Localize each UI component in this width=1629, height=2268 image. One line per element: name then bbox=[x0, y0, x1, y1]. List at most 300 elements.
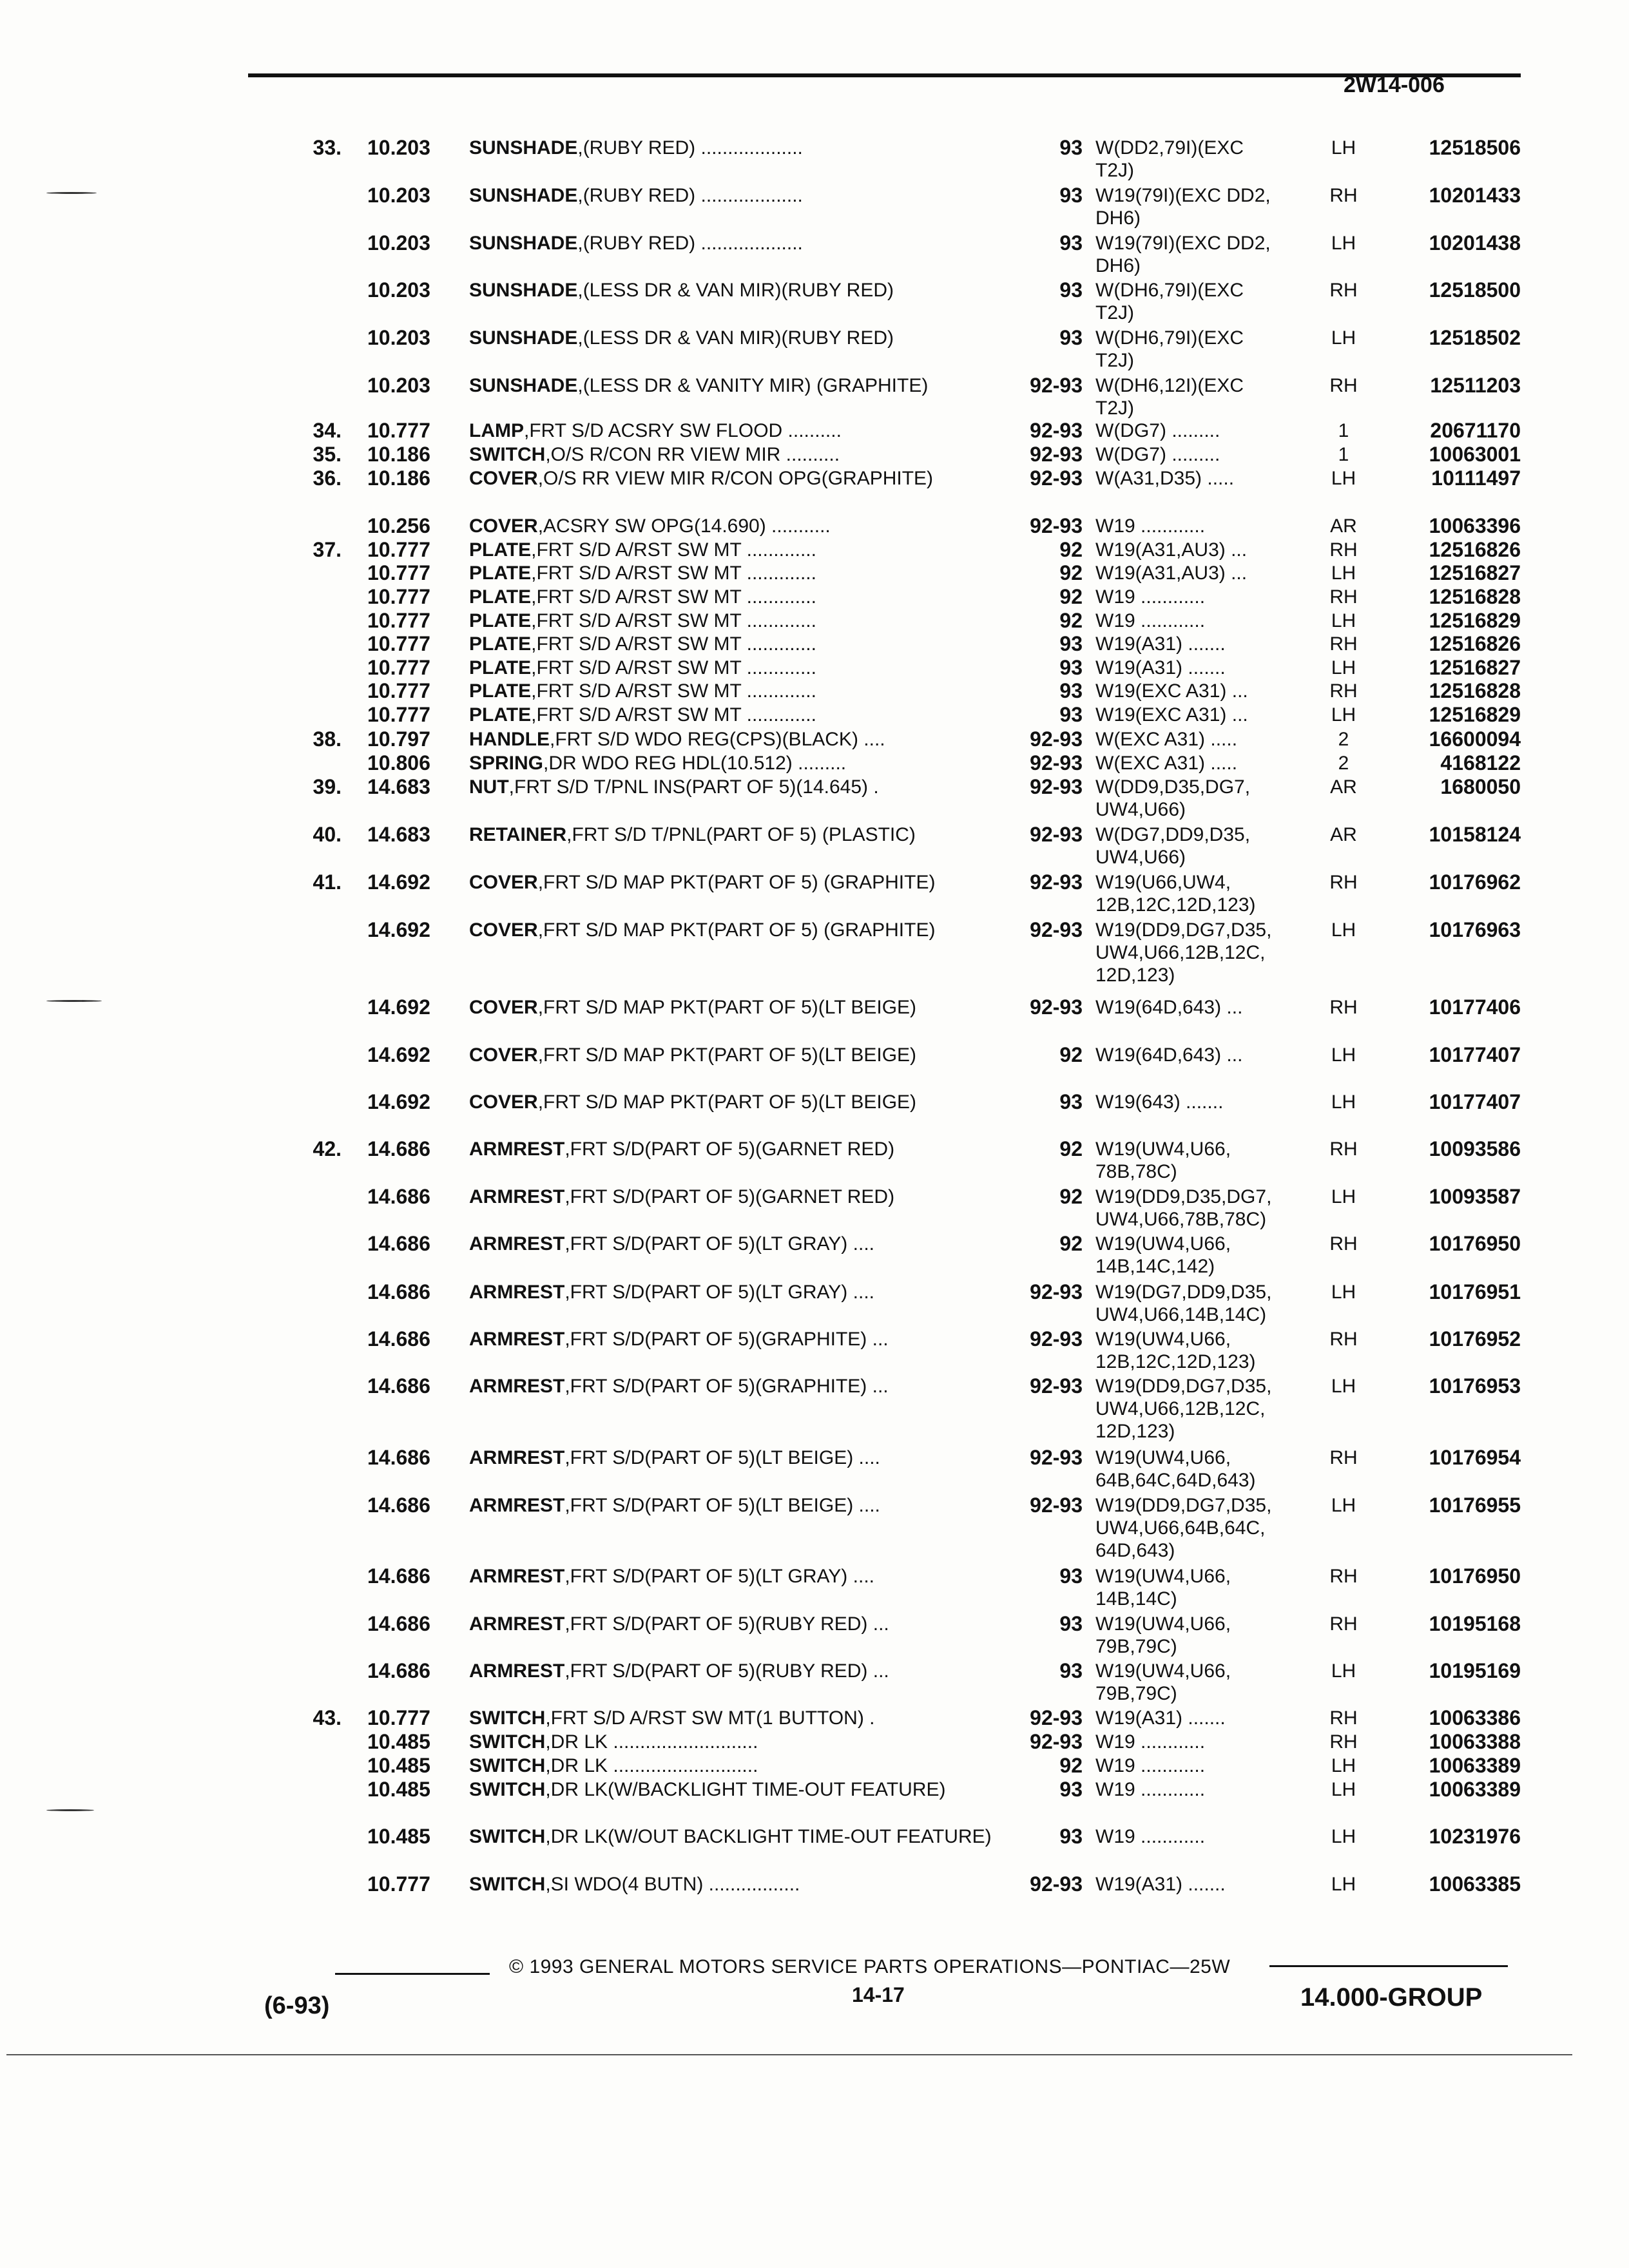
model-years: 92-93 bbox=[1030, 775, 1083, 798]
model-years: 92-93 bbox=[1030, 1374, 1083, 1398]
part-number: 10176953 bbox=[1429, 1374, 1521, 1398]
part-description bbox=[469, 1660, 1004, 1682]
leader-dots: ... bbox=[867, 1376, 889, 1397]
part-detail: ,DR WDO REG HDL(10.512) bbox=[543, 753, 793, 774]
part-description bbox=[469, 232, 1004, 255]
model-years: 93 bbox=[1059, 1564, 1083, 1588]
footer-rule-right bbox=[1269, 1965, 1508, 1967]
part-description bbox=[469, 515, 1004, 537]
part-detail: ,FRT S/D A/RST SW MT bbox=[531, 539, 742, 561]
part-description bbox=[469, 610, 1004, 632]
usage-codes: W19(UW4,U66, 14B,14C) bbox=[1095, 1566, 1231, 1610]
part-description bbox=[469, 539, 1004, 561]
part-number: 10176950 bbox=[1429, 1564, 1521, 1588]
usage-codes: W(EXC A31) ..... bbox=[1095, 729, 1238, 750]
usage-codes: W19 ............ bbox=[1095, 1779, 1206, 1800]
part-name: COVER bbox=[469, 515, 538, 537]
part-name: ARMREST bbox=[469, 1613, 565, 1635]
part-description bbox=[469, 1778, 1004, 1801]
group-number: 10.777 bbox=[367, 561, 430, 584]
leader-dots: .......... bbox=[782, 420, 842, 441]
group-number: 10.777 bbox=[367, 419, 430, 442]
part-name: SWITCH bbox=[469, 1755, 546, 1776]
quantity: 1 bbox=[1338, 444, 1349, 465]
part-description bbox=[469, 680, 1004, 702]
quantity: LH bbox=[1331, 1376, 1356, 1397]
usage-codes: W19 ............ bbox=[1095, 515, 1206, 537]
part-detail: ,FRT S/D A/RST SW MT bbox=[531, 610, 742, 631]
part-name: ARMREST bbox=[469, 1282, 565, 1303]
part-detail: ,FRT S/D(PART OF 5)(LT BEIGE) bbox=[564, 1495, 854, 1516]
group-number: 10.777 bbox=[367, 679, 430, 702]
quantity: RH bbox=[1329, 1613, 1358, 1635]
leader-dots: ............. bbox=[741, 633, 816, 655]
model-years: 92-93 bbox=[1030, 1280, 1083, 1303]
quantity: LH bbox=[1331, 1091, 1356, 1113]
part-description bbox=[469, 1707, 1004, 1729]
part-description bbox=[469, 657, 1004, 679]
ref-number: 43. bbox=[313, 1706, 342, 1729]
part-name: PLATE bbox=[469, 562, 532, 584]
leader-dots: . bbox=[863, 1707, 875, 1729]
usage-codes: W19(DD9,D35,DG7, UW4,U66,78B,78C) bbox=[1095, 1186, 1272, 1230]
part-description bbox=[469, 1281, 1004, 1303]
model-years: 92 bbox=[1059, 1137, 1083, 1160]
usage-codes: W(DD2,79I)(EXC T2J) bbox=[1095, 137, 1244, 181]
part-detail: ,FRT S/D(PART OF 5)(GRAPHITE) bbox=[564, 1329, 867, 1350]
model-years: 93 bbox=[1059, 231, 1083, 255]
group-number: 10.485 bbox=[367, 1754, 430, 1777]
model-years: 92-93 bbox=[1030, 1446, 1083, 1469]
part-number: 12516827 bbox=[1429, 561, 1521, 584]
part-detail: ,FRT S/D(PART OF 5)(RUBY RED) bbox=[564, 1660, 868, 1682]
quantity: RH bbox=[1329, 680, 1358, 702]
part-name: ARMREST bbox=[469, 1566, 565, 1587]
usage-codes: W19(A31) ....... bbox=[1095, 633, 1226, 655]
quantity: LH bbox=[1331, 1495, 1356, 1516]
part-name: ARMREST bbox=[469, 1495, 565, 1516]
leader-dots: ............. bbox=[741, 586, 816, 608]
part-number: 10093586 bbox=[1429, 1137, 1521, 1160]
part-description bbox=[469, 871, 1004, 894]
part-number: 20671170 bbox=[1430, 419, 1521, 442]
group-number: 14.692 bbox=[367, 995, 430, 1019]
part-description bbox=[469, 184, 1004, 207]
quantity: LH bbox=[1331, 233, 1356, 254]
part-number: 1680050 bbox=[1440, 775, 1521, 798]
part-detail: ,FRT S/D MAP PKT(PART OF 5)(LT BEIGE) bbox=[537, 1091, 917, 1113]
part-detail: ,FRT S/D(PART OF 5)(LT BEIGE) bbox=[564, 1447, 854, 1468]
usage-codes: W19 ............ bbox=[1095, 1826, 1206, 1847]
page-code: 2W14-006 bbox=[1344, 73, 1445, 97]
part-detail: ,FRT S/D MAP PKT(PART OF 5) (GRAPHITE) bbox=[537, 919, 936, 941]
part-name: ARMREST bbox=[469, 1233, 565, 1254]
quantity: LH bbox=[1331, 1186, 1356, 1207]
usage-codes: W19(UW4,U66, 14B,14C,142) bbox=[1095, 1233, 1231, 1277]
part-number: 10201433 bbox=[1429, 184, 1521, 207]
ref-number: 41. bbox=[313, 870, 342, 894]
ref-number: 40. bbox=[313, 823, 342, 846]
leader-dots: ........................... bbox=[608, 1755, 758, 1776]
model-years: 93 bbox=[1059, 136, 1083, 159]
leader-dots: ............. bbox=[741, 704, 816, 726]
model-years: 92-93 bbox=[1030, 1494, 1083, 1517]
part-name: SWITCH bbox=[469, 1874, 546, 1895]
quantity: LH bbox=[1331, 1826, 1356, 1847]
part-detail: ,FRT S/D A/RST SW MT bbox=[531, 586, 742, 608]
part-name: COVER bbox=[469, 919, 538, 941]
model-years: 93 bbox=[1059, 1090, 1083, 1113]
part-number: 10177406 bbox=[1429, 995, 1521, 1019]
part-detail: ,FRT S/D(PART OF 5)(GARNET RED) bbox=[564, 1186, 895, 1207]
usage-codes: W19(643) ....... bbox=[1095, 1091, 1224, 1113]
part-number: 10201438 bbox=[1429, 231, 1521, 255]
part-number: 10111497 bbox=[1431, 466, 1521, 490]
quantity: AR bbox=[1330, 824, 1357, 845]
group-number: 14.686 bbox=[367, 1280, 430, 1303]
part-number: 10177407 bbox=[1429, 1090, 1521, 1113]
quantity: RH bbox=[1329, 1447, 1358, 1468]
part-number: 10063389 bbox=[1429, 1754, 1521, 1777]
group-number: 10.485 bbox=[367, 1825, 430, 1848]
group-number: 10.485 bbox=[367, 1778, 430, 1801]
group-number: 14.686 bbox=[367, 1494, 430, 1517]
model-years: 93 bbox=[1059, 1778, 1083, 1801]
quantity: LH bbox=[1331, 1755, 1356, 1776]
quantity: RH bbox=[1329, 1707, 1358, 1729]
usage-codes: W19(U66,UW4, 12B,12C,12D,123) bbox=[1095, 872, 1256, 916]
ref-number: 42. bbox=[313, 1137, 342, 1160]
leader-dots: ... bbox=[867, 1329, 889, 1350]
scan-edge-line bbox=[6, 2054, 1572, 2055]
model-years: 92-93 bbox=[1030, 995, 1083, 1019]
usage-codes: W19(A31) ....... bbox=[1095, 1874, 1226, 1895]
part-number: 10176954 bbox=[1429, 1446, 1521, 1469]
part-name: SWITCH bbox=[469, 1826, 546, 1847]
part-description bbox=[469, 1613, 1004, 1635]
footer-copyright: © 1993 GENERAL MOTORS SERVICE PARTS OPERATIONS—PONTIAC—25W bbox=[509, 1956, 1231, 1977]
part-detail: ,(RUBY RED) bbox=[577, 185, 696, 206]
usage-codes: W19 ............ bbox=[1095, 586, 1206, 608]
part-name: RETAINER bbox=[469, 824, 567, 845]
part-number: 12511203 bbox=[1430, 374, 1521, 397]
part-name: ARMREST bbox=[469, 1447, 565, 1468]
group-number: 10.777 bbox=[367, 538, 430, 561]
leader-dots: ................... bbox=[695, 233, 803, 254]
model-years: 92-93 bbox=[1030, 466, 1083, 490]
quantity: LH bbox=[1331, 1660, 1356, 1682]
group-number: 14.683 bbox=[367, 775, 430, 798]
part-description bbox=[469, 752, 1004, 774]
part-number: 10231976 bbox=[1429, 1825, 1521, 1848]
part-detail: ,FRT S/D A/RST SW MT bbox=[531, 657, 742, 678]
usage-codes: W19(DD9,DG7,D35, UW4,U66,12B,12C, 12D,123) bbox=[1095, 919, 1272, 986]
quantity: RH bbox=[1329, 1329, 1358, 1350]
quantity: RH bbox=[1329, 185, 1358, 206]
quantity: RH bbox=[1329, 1566, 1358, 1587]
usage-codes: W(DH6,12I)(EXC T2J) bbox=[1095, 375, 1244, 419]
quantity: AR bbox=[1330, 515, 1357, 537]
part-number: 10063385 bbox=[1429, 1872, 1521, 1896]
part-number: 10063389 bbox=[1429, 1778, 1521, 1801]
group-number: 14.686 bbox=[367, 1327, 430, 1350]
model-years: 92-93 bbox=[1030, 374, 1083, 397]
leader-dots: . bbox=[868, 776, 879, 798]
part-detail: ,FRT S/D MAP PKT(PART OF 5) (GRAPHITE) bbox=[537, 872, 936, 893]
usage-codes: W19(UW4,U66, 79B,79C) bbox=[1095, 1613, 1231, 1657]
part-description bbox=[469, 586, 1004, 608]
part-name: SUNSHADE bbox=[469, 233, 578, 254]
part-number: 10176951 bbox=[1429, 1280, 1521, 1303]
usage-codes: W(DH6,79I)(EXC T2J) bbox=[1095, 280, 1244, 323]
usage-codes: W(DG7) ......... bbox=[1095, 444, 1220, 465]
model-years: 92-93 bbox=[1030, 823, 1083, 846]
part-number: 10176950 bbox=[1429, 1232, 1521, 1255]
part-name: PLATE bbox=[469, 539, 532, 561]
part-detail: ,FRT S/D(PART OF 5)(GRAPHITE) bbox=[564, 1376, 867, 1397]
group-number: 10.777 bbox=[367, 632, 430, 655]
part-name: SUNSHADE bbox=[469, 327, 578, 349]
usage-codes: W19(79I)(EXC DD2, DH6) bbox=[1095, 233, 1271, 276]
leader-dots: ................. bbox=[703, 1874, 800, 1895]
model-years: 92-93 bbox=[1030, 1730, 1083, 1753]
group-number: 10.777 bbox=[367, 585, 430, 608]
group-number: 14.692 bbox=[367, 870, 430, 894]
leader-dots: ............. bbox=[741, 680, 816, 702]
group-number: 10.203 bbox=[367, 278, 430, 302]
ref-number: 34. bbox=[313, 419, 342, 442]
leader-dots: ... bbox=[867, 1613, 889, 1635]
group-number: 10.203 bbox=[367, 184, 430, 207]
quantity: LH bbox=[1331, 1779, 1356, 1800]
leader-dots: ................... bbox=[695, 137, 803, 159]
ref-number: 36. bbox=[313, 466, 342, 490]
part-number: 12516828 bbox=[1429, 679, 1521, 702]
model-years: 93 bbox=[1059, 656, 1083, 679]
part-detail: ,FRT S/D A/RST SW MT bbox=[531, 562, 742, 584]
part-name: ARMREST bbox=[469, 1660, 565, 1682]
part-name: ARMREST bbox=[469, 1186, 565, 1207]
part-detail: ,(LESS DR & VAN MIR)(RUBY RED) bbox=[577, 327, 894, 349]
part-description bbox=[469, 996, 1004, 1019]
part-name: PLATE bbox=[469, 633, 532, 655]
group-number: 14.686 bbox=[367, 1185, 430, 1208]
usage-codes: W(DH6,79I)(EXC T2J) bbox=[1095, 327, 1244, 371]
usage-codes: W19(EXC A31) ... bbox=[1095, 680, 1248, 702]
quantity: LH bbox=[1331, 1282, 1356, 1303]
quantity: AR bbox=[1330, 776, 1357, 798]
group-number: 10.203 bbox=[367, 374, 430, 397]
part-detail: ,(RUBY RED) bbox=[577, 233, 696, 254]
model-years: 93 bbox=[1059, 1825, 1083, 1848]
quantity: RH bbox=[1329, 633, 1358, 655]
group-number: 10.186 bbox=[367, 466, 430, 490]
part-description bbox=[469, 1731, 1004, 1753]
usage-codes: W(A31,D35) ..... bbox=[1095, 468, 1235, 489]
model-years: 93 bbox=[1059, 1659, 1083, 1682]
leader-dots: ................... bbox=[695, 185, 803, 206]
model-years: 93 bbox=[1059, 278, 1083, 302]
leader-dots: ............. bbox=[741, 610, 816, 631]
part-number: 10176952 bbox=[1429, 1327, 1521, 1350]
group-number: 14.686 bbox=[367, 1232, 430, 1255]
part-name: SWITCH bbox=[469, 1779, 546, 1800]
part-description bbox=[469, 823, 1004, 846]
group-number: 14.686 bbox=[367, 1137, 430, 1160]
part-name: COVER bbox=[469, 468, 538, 489]
part-number: 12518500 bbox=[1429, 278, 1521, 302]
model-years: 92-93 bbox=[1030, 870, 1083, 894]
model-years: 93 bbox=[1059, 184, 1083, 207]
group-number: 10.806 bbox=[367, 751, 430, 774]
part-detail: ,FRT S/D WDO REG(CPS)(BLACK) bbox=[550, 729, 858, 750]
ref-number: 35. bbox=[313, 443, 342, 466]
model-years: 92 bbox=[1059, 538, 1083, 561]
leader-dots: .... bbox=[847, 1233, 874, 1254]
group-number: 14.686 bbox=[367, 1446, 430, 1469]
part-description bbox=[469, 279, 1004, 302]
quantity: LH bbox=[1331, 137, 1356, 159]
part-description bbox=[469, 467, 1004, 490]
group-number: 10.203 bbox=[367, 326, 430, 349]
quantity: LH bbox=[1331, 327, 1356, 349]
part-detail: ,FRT S/D A/RST SW MT(1 BUTTON) bbox=[545, 1707, 864, 1729]
model-years: 92-93 bbox=[1030, 727, 1083, 751]
part-number: 10063388 bbox=[1429, 1730, 1521, 1753]
usage-codes: W19(UW4,U66, 12B,12C,12D,123) bbox=[1095, 1329, 1256, 1372]
leader-dots: .... bbox=[853, 1495, 880, 1516]
part-number: 12516828 bbox=[1429, 585, 1521, 608]
usage-codes: W19(A31) ....... bbox=[1095, 657, 1226, 678]
part-name: SWITCH bbox=[469, 1731, 546, 1753]
part-detail: ,FRT S/D(PART OF 5)(LT GRAY) bbox=[564, 1566, 848, 1587]
part-description bbox=[469, 1446, 1004, 1469]
model-years: 92 bbox=[1059, 609, 1083, 632]
quantity: LH bbox=[1331, 657, 1356, 678]
group-number: 10.777 bbox=[367, 703, 430, 726]
model-years: 92 bbox=[1059, 1043, 1083, 1066]
part-name: PLATE bbox=[469, 704, 532, 726]
model-years: 93 bbox=[1059, 679, 1083, 702]
group-number: 10.485 bbox=[367, 1730, 430, 1753]
part-description bbox=[469, 419, 1004, 442]
quantity: RH bbox=[1329, 539, 1358, 561]
part-name: COVER bbox=[469, 997, 538, 1018]
group-number: 10.777 bbox=[367, 1872, 430, 1896]
model-years: 93 bbox=[1059, 1612, 1083, 1635]
usage-codes: W19(A31) ....... bbox=[1095, 1707, 1226, 1729]
group-number: 10.797 bbox=[367, 727, 430, 751]
group-number: 10.777 bbox=[367, 1706, 430, 1729]
part-name: SPRING bbox=[469, 753, 544, 774]
model-years: 92-93 bbox=[1030, 751, 1083, 774]
part-number: 12516829 bbox=[1429, 703, 1521, 726]
quantity: RH bbox=[1329, 1731, 1358, 1753]
part-description bbox=[469, 1091, 1004, 1113]
leader-dots: .... bbox=[847, 1282, 874, 1303]
part-name: COVER bbox=[469, 1091, 538, 1113]
group-number: 14.692 bbox=[367, 1090, 430, 1113]
part-name: LAMP bbox=[469, 420, 524, 441]
quantity: RH bbox=[1329, 1139, 1358, 1160]
quantity: 2 bbox=[1338, 753, 1349, 774]
part-name: ARMREST bbox=[469, 1329, 565, 1350]
model-years: 92 bbox=[1059, 561, 1083, 584]
part-number: 10063396 bbox=[1429, 514, 1521, 537]
usage-codes: W19(UW4,U66, 78B,78C) bbox=[1095, 1139, 1231, 1182]
part-name: ARMREST bbox=[469, 1139, 565, 1160]
group-number: 10.777 bbox=[367, 656, 430, 679]
part-name: SWITCH bbox=[469, 444, 546, 465]
usage-codes: W19(A31,AU3) ... bbox=[1095, 539, 1248, 561]
ref-number: 37. bbox=[313, 538, 342, 561]
part-description bbox=[469, 374, 1004, 397]
leader-dots: .... bbox=[847, 1566, 874, 1587]
part-detail: ,O/S RR VIEW MIR R/CON OPG(GRAPHITE) bbox=[537, 468, 934, 489]
part-name: SWITCH bbox=[469, 1707, 546, 1729]
part-name: HANDLE bbox=[469, 729, 550, 750]
part-description bbox=[469, 776, 1004, 798]
quantity: 2 bbox=[1338, 729, 1349, 750]
group-number: 14.686 bbox=[367, 1374, 430, 1398]
leader-dots: ........................... bbox=[608, 1731, 758, 1753]
part-description bbox=[469, 137, 1004, 159]
leader-dots: ............. bbox=[741, 657, 816, 678]
leader-dots: ............. bbox=[741, 562, 816, 584]
part-detail: ,(LESS DR & VANITY MIR) (GRAPHITE) bbox=[577, 375, 929, 396]
part-name: SUNSHADE bbox=[469, 185, 578, 206]
leader-dots: ... bbox=[867, 1660, 889, 1682]
quantity: LH bbox=[1331, 704, 1356, 726]
part-detail: ,DR LK(W/OUT BACKLIGHT TIME-OUT FEATURE) bbox=[545, 1826, 992, 1847]
model-years: 92 bbox=[1059, 1754, 1083, 1777]
usage-codes: W19(DD9,DG7,D35, UW4,U66,12B,12C, 12D,123) bbox=[1095, 1376, 1272, 1442]
group-number: 10.186 bbox=[367, 443, 430, 466]
quantity: LH bbox=[1331, 919, 1356, 941]
part-detail: ,FRT S/D(PART OF 5)(RUBY RED) bbox=[564, 1613, 868, 1635]
part-detail: ,FRT S/D(PART OF 5)(LT GRAY) bbox=[564, 1233, 848, 1254]
revision-date: (6-93) bbox=[264, 1992, 330, 2019]
part-detail: ,FRT S/D(PART OF 5)(GARNET RED) bbox=[564, 1139, 895, 1160]
group-number: 14.692 bbox=[367, 918, 430, 941]
group-number: 10.777 bbox=[367, 609, 430, 632]
usage-codes: W(DG7) ......... bbox=[1095, 420, 1220, 441]
part-number: 12516826 bbox=[1429, 632, 1521, 655]
group-number: 10.256 bbox=[367, 514, 430, 537]
leader-dots: .... bbox=[853, 1447, 880, 1468]
part-name: PLATE bbox=[469, 586, 532, 608]
part-detail: ,FRT S/D(PART OF 5)(LT GRAY) bbox=[564, 1282, 848, 1303]
part-detail: ,FRT S/D A/RST SW MT bbox=[531, 704, 742, 726]
quantity: LH bbox=[1331, 562, 1356, 584]
part-number: 16600094 bbox=[1429, 727, 1521, 751]
part-detail: ,FRT S/D T/PNL(PART OF 5) (PLASTIC) bbox=[566, 824, 916, 845]
part-name: NUT bbox=[469, 776, 509, 798]
model-years: 92-93 bbox=[1030, 514, 1083, 537]
model-years: 92 bbox=[1059, 585, 1083, 608]
part-detail: ,ACSRY SW OPG(14.690) bbox=[537, 515, 766, 537]
leader-dots: ......... bbox=[792, 753, 847, 774]
leader-dots: .......... bbox=[780, 444, 840, 465]
part-detail: ,DR LK(W/BACKLIGHT TIME-OUT FEATURE) bbox=[545, 1779, 946, 1800]
usage-codes: W19 ............ bbox=[1095, 610, 1206, 631]
part-number: 10195169 bbox=[1429, 1659, 1521, 1682]
part-number: 10176955 bbox=[1429, 1494, 1521, 1517]
part-name: PLATE bbox=[469, 610, 532, 631]
part-number: 12516829 bbox=[1429, 609, 1521, 632]
part-number: 12518502 bbox=[1429, 326, 1521, 349]
model-years: 92-93 bbox=[1030, 918, 1083, 941]
